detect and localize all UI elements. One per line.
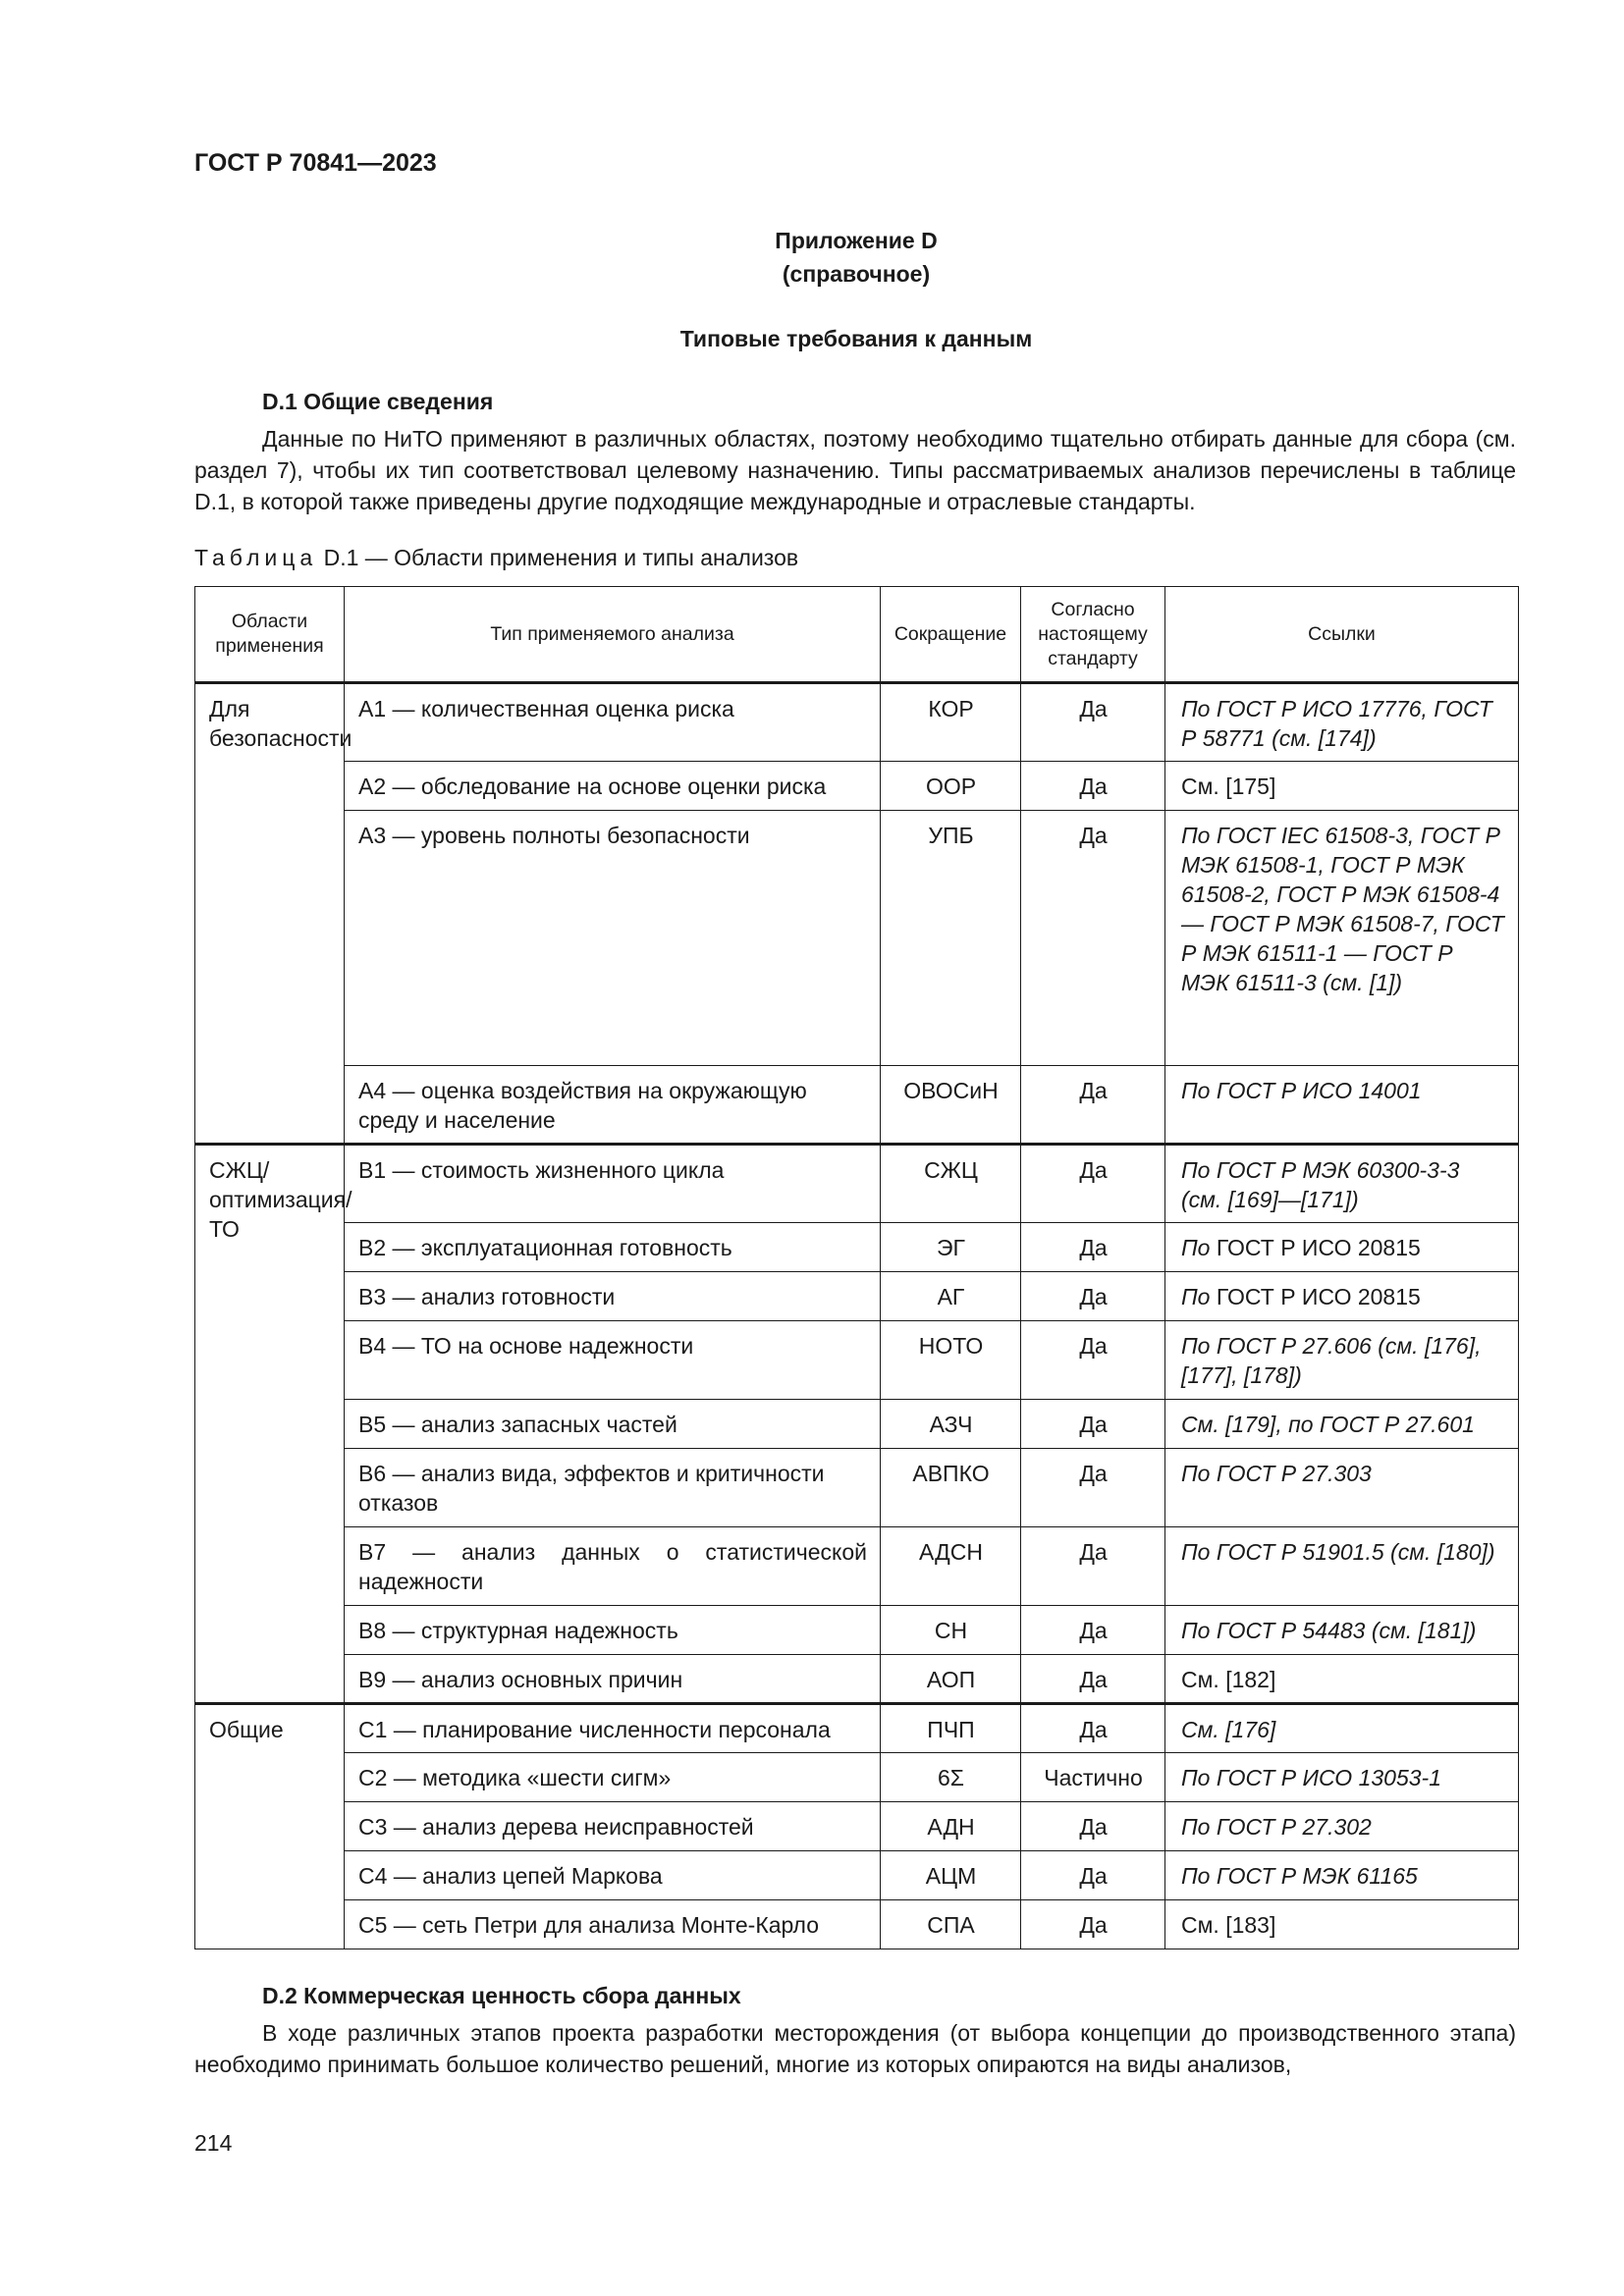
header-area: Области применения xyxy=(195,587,345,683)
abbr-cell: КОР xyxy=(881,683,1021,762)
standard-cell: Да xyxy=(1021,1272,1165,1321)
ref-cell: См. [179], по ГОСТ Р 27.601 xyxy=(1165,1400,1519,1449)
ref-cell: По ГОСТ Р ИСО 14001 xyxy=(1165,1066,1519,1145)
table-row xyxy=(195,1449,1519,1527)
abbr-cell: АВПКО xyxy=(881,1449,1021,1527)
type-cell: B2 — эксплуатационная готовность xyxy=(345,1223,881,1272)
abbr-cell: СН xyxy=(881,1606,1021,1655)
appendix-title: Типовые требования к данным xyxy=(679,326,1033,351)
appendix-type: (справочное) xyxy=(782,261,931,287)
ref-cell: По ГОСТ Р 51901.5 (см. [180]) xyxy=(1165,1527,1519,1606)
abbr-cell: АДСН xyxy=(881,1527,1021,1606)
ref-prefix: По xyxy=(1181,1284,1211,1309)
standard-cell: Да xyxy=(1021,1145,1165,1223)
standard-cell: Да xyxy=(1021,1400,1165,1449)
type-cell: B6 — анализ вида, эффектов и критичности отказов xyxy=(345,1449,881,1527)
ref-cell: По ГОСТ Р 27.302 xyxy=(1165,1802,1519,1851)
table-row xyxy=(195,1900,1519,1949)
table-row xyxy=(195,683,1519,762)
abbr-cell: УПБ xyxy=(881,811,1021,1066)
standard-cell: Да xyxy=(1021,1851,1165,1900)
appendix-label: Приложение D xyxy=(775,228,938,253)
abbr-cell: СЖЦ xyxy=(881,1145,1021,1223)
type-cell: B9 — анализ основных причин xyxy=(345,1655,881,1704)
abbr-cell: СПА xyxy=(881,1900,1021,1949)
table-row xyxy=(195,762,1519,811)
table-row xyxy=(195,1223,1519,1272)
abbr-cell: АДН xyxy=(881,1802,1021,1851)
ref-cell: По ГОСТ Р 27.606 (см. [176], [177], [178]) xyxy=(1165,1321,1519,1400)
header-abbr: Сокращение xyxy=(881,587,1021,683)
ref-cell: По ГОСТ Р МЭК 60300-3-3 (см. [169]—[171]) xyxy=(1165,1145,1519,1223)
ref-cell xyxy=(1165,1223,1519,1272)
standard-cell: Да xyxy=(1021,1321,1165,1400)
standard-cell: Да xyxy=(1021,1066,1165,1145)
table-row xyxy=(195,1655,1519,1704)
table-row xyxy=(195,1802,1519,1851)
table-row xyxy=(195,1851,1519,1900)
type-cell: B5 — анализ запасных частей xyxy=(345,1400,881,1449)
type-cell: B7 — анализ данных о статистической надежности xyxy=(345,1527,881,1606)
type-cell: B4 — ТО на основе надежности xyxy=(345,1321,881,1400)
abbr-cell: АОП xyxy=(881,1655,1021,1704)
standard-cell: Частично xyxy=(1021,1753,1165,1802)
table-row xyxy=(195,1321,1519,1400)
type-cell: A1 — количественная оценка риска xyxy=(345,683,881,762)
standard-cell: Да xyxy=(1021,811,1165,1066)
page-number: 214 xyxy=(194,2130,233,2156)
table-row xyxy=(195,1145,1519,1223)
standard-cell: Да xyxy=(1021,1449,1165,1527)
ref-suffix: ГОСТ Р ИСО 20815 xyxy=(1210,1284,1421,1309)
type-cell: B1 — стоимость жизненного цикла xyxy=(345,1145,881,1223)
ref-suffix: ГОСТ Р ИСО 20815 xyxy=(1210,1235,1421,1260)
area-cell: СЖЦ/ оптимизация/ТО xyxy=(195,1145,345,1704)
area-cell: Общие xyxy=(195,1704,345,1949)
table-caption-label: Таблица xyxy=(194,545,318,570)
ref-prefix: По xyxy=(1181,1235,1211,1260)
ref-cell: По ГОСТ Р 54483 (см. [181]) xyxy=(1165,1606,1519,1655)
header-refs: Ссылки xyxy=(1165,587,1519,683)
type-cell: B8 — структурная надежность xyxy=(345,1606,881,1655)
table-row xyxy=(195,811,1519,1066)
type-cell: C5 — сеть Петри для анализа Монте-Карло xyxy=(345,1900,881,1949)
header-standard: Согласно настоящему стандарту xyxy=(1021,587,1165,683)
standard-cell: Да xyxy=(1021,1527,1165,1606)
standard-cell: Да xyxy=(1021,1802,1165,1851)
table-caption-text: D.1 — Области применения и типы анализов xyxy=(317,545,799,570)
table-row xyxy=(195,1753,1519,1802)
ref-cell: См. [176] xyxy=(1165,1704,1519,1753)
table-row xyxy=(195,1527,1519,1606)
type-cell: А2 — обследование на основе оценки риска xyxy=(345,762,881,811)
type-cell: А4 — оценка воздействия на окружающую среду и население xyxy=(345,1066,881,1145)
section-d2-paragraph: В ходе различных этапов проекта разработки месторождения (от выбора концепции до производственного этапа) необходимо принимать большое количество решений, многие из которых опираются на виды анализов, xyxy=(194,2020,1516,2077)
table-row xyxy=(195,1400,1519,1449)
ref-cell: См. [183] xyxy=(1165,1900,1519,1949)
table-caption xyxy=(194,545,798,571)
type-cell: C4 — анализ цепей Маркова xyxy=(345,1851,881,1900)
applications-table xyxy=(194,586,1519,1949)
standard-cell: Да xyxy=(1021,1900,1165,1949)
area-cell: Для безопасности xyxy=(195,683,345,1145)
abbr-cell: ПЧП xyxy=(881,1704,1021,1753)
section-d1-paragraph: Данные по НиТО применяют в различных областях, поэтому необходимо тщательно отбирать данные для сбора (см. раздел 7), чтобы их тип соответствовал целевому назначению. Типы рассматриваемых анализов перечислены в таблице D.1, в которой также приведены другие подходящие международные и отраслевые стандарты. xyxy=(194,426,1516,514)
ref-cell: По ГОСТ IEC 61508-3, ГОСТ Р МЭК 61508-1, ГОСТ Р МЭК 61508-2, ГОСТ Р МЭК 61508-4 — ГОСТ Р МЭК 61508-7, ГОСТ Р МЭК 61511-1 — ГОСТ Р МЭК 61511-3 (см. [1]) xyxy=(1165,811,1519,1066)
standard-cell: Да xyxy=(1021,683,1165,762)
abbr-cell: ЭГ xyxy=(881,1223,1021,1272)
section-d1-heading: D.1 Общие сведения xyxy=(262,389,494,414)
standard-cell: Да xyxy=(1021,1704,1165,1753)
abbr-cell: НОТО xyxy=(881,1321,1021,1400)
abbr-cell: 6Σ xyxy=(881,1753,1021,1802)
abbr-cell: АГ xyxy=(881,1272,1021,1321)
abbr-cell: АЗЧ xyxy=(881,1400,1021,1449)
ref-cell: По ГОСТ Р МЭК 61165 xyxy=(1165,1851,1519,1900)
standard-cell: Да xyxy=(1021,1655,1165,1704)
type-cell: А3 — уровень полноты безопасности xyxy=(345,811,881,1066)
abbr-cell: АЦМ xyxy=(881,1851,1021,1900)
standard-cell: Да xyxy=(1021,1223,1165,1272)
table-row xyxy=(195,1066,1519,1145)
type-cell: B3 — анализ готовности xyxy=(345,1272,881,1321)
table-row xyxy=(195,1272,1519,1321)
type-cell: C2 — методика «шести сигм» xyxy=(345,1753,881,1802)
ref-cell: По ГОСТ Р ИСО 13053-1 xyxy=(1165,1753,1519,1802)
table-header-row xyxy=(195,587,1519,683)
table-row xyxy=(195,1606,1519,1655)
ref-cell: По ГОСТ Р ИСО 17776, ГОСТ Р 58771 (см. [174]) xyxy=(1165,683,1519,762)
ref-cell xyxy=(1165,1272,1519,1321)
header-type: Тип применяемого анализа xyxy=(345,587,881,683)
standard-cell: Да xyxy=(1021,762,1165,811)
type-cell: C3 — анализ дерева неисправностей xyxy=(345,1802,881,1851)
document-code: ГОСТ Р 70841—2023 xyxy=(194,149,437,177)
ref-cell: См. [175] xyxy=(1165,762,1519,811)
type-cell: C1 — планирование численности персонала xyxy=(345,1704,881,1753)
ref-cell: См. [182] xyxy=(1165,1655,1519,1704)
ref-cell: По ГОСТ Р 27.303 xyxy=(1165,1449,1519,1527)
section-d2-heading: D.2 Коммерческая ценность сбора данных xyxy=(262,1983,741,2008)
table-row xyxy=(195,1704,1519,1753)
abbr-cell: ОВОСиН xyxy=(881,1066,1021,1145)
abbr-cell: ООР xyxy=(881,762,1021,811)
standard-cell: Да xyxy=(1021,1606,1165,1655)
